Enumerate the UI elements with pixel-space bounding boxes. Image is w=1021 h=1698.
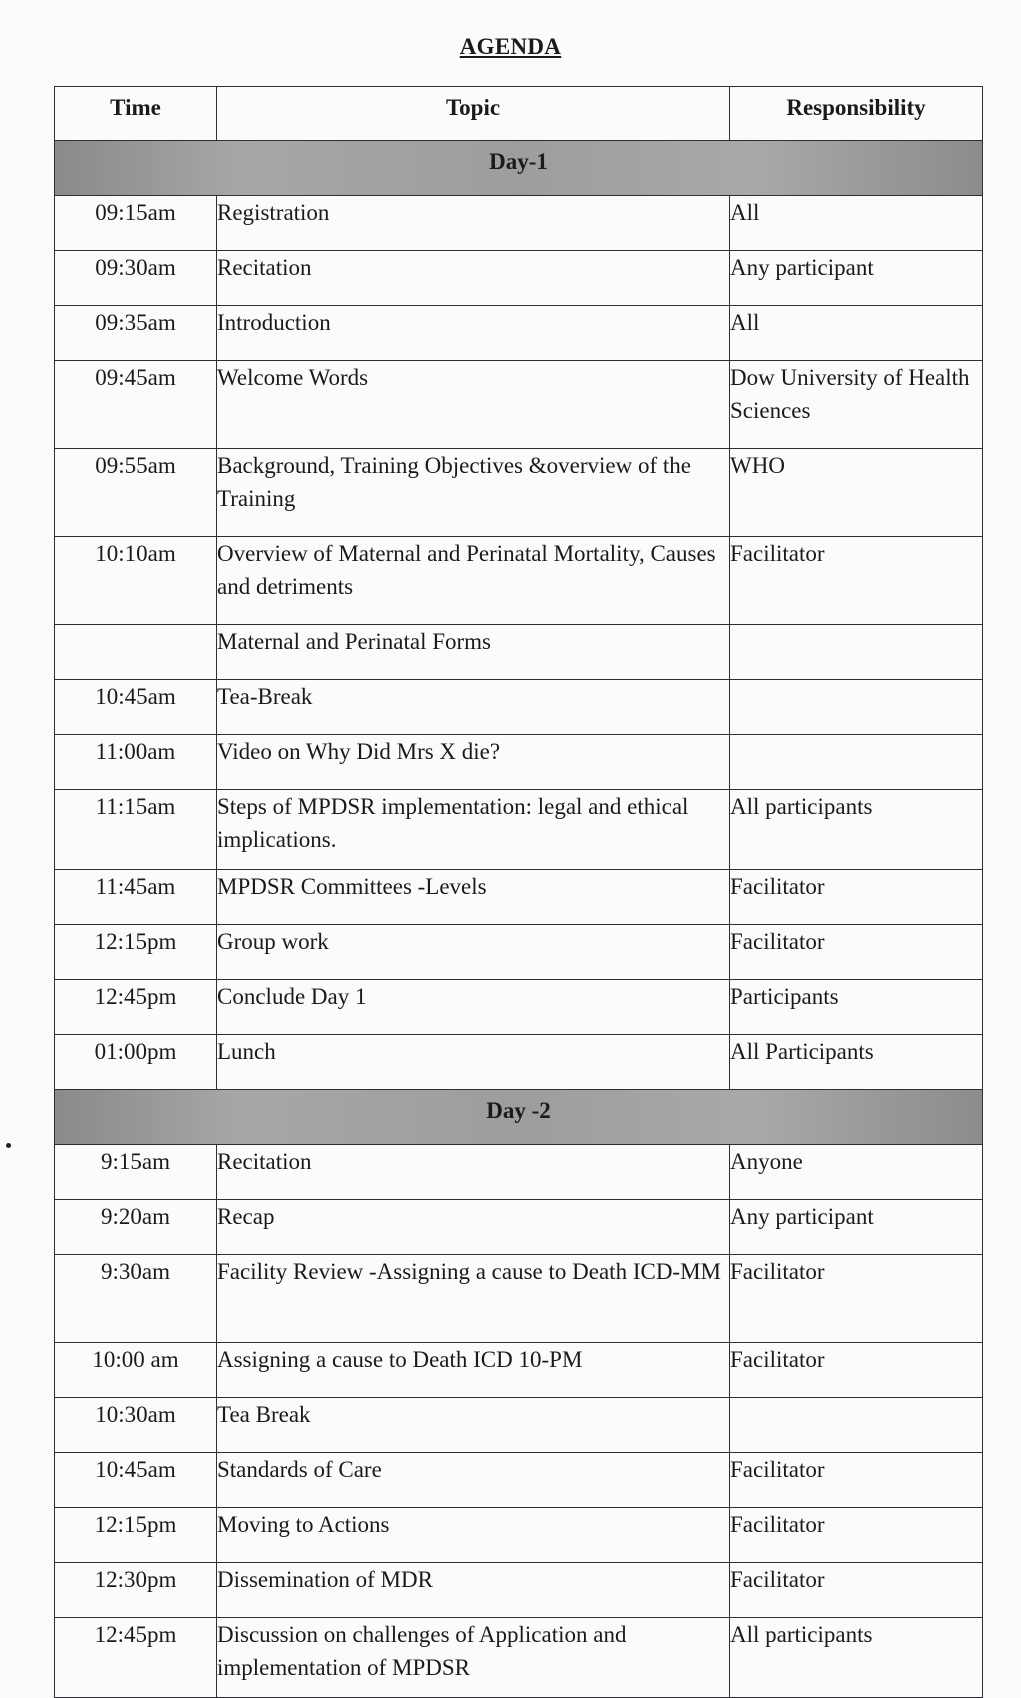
cell-time: 12:30pm (55, 1563, 217, 1618)
cell-time: 12:45pm (55, 1618, 217, 1698)
cell-responsibility: Facilitator (730, 1453, 983, 1508)
cell-responsibility: Any participant (730, 251, 983, 306)
cell-responsibility (730, 1398, 983, 1453)
table-row (55, 870, 983, 925)
table-row (55, 1563, 983, 1618)
cell-responsibility: Dow University of Health Sciences (730, 361, 983, 449)
cell-responsibility (730, 625, 983, 680)
table-row (55, 1508, 983, 1563)
cell-time: 10:45am (55, 1453, 217, 1508)
cell-responsibility: Facilitator (730, 1563, 983, 1618)
cell-time: 9:15am (55, 1145, 217, 1200)
header-row (55, 87, 983, 141)
table-row (55, 251, 983, 306)
table-row (55, 1145, 983, 1200)
cell-time: 12:45pm (55, 980, 217, 1035)
cell-topic: MPDSR Committees -Levels (217, 870, 730, 925)
cell-time: 11:45am (55, 870, 217, 925)
day-row-2 (55, 1090, 983, 1145)
cell-time: 11:00am (55, 735, 217, 790)
cell-responsibility: Facilitator (730, 1508, 983, 1563)
cell-topic: Maternal and Perinatal Forms (217, 625, 730, 680)
cell-time: 09:45am (55, 361, 217, 449)
cell-topic: Tea-Break (217, 680, 730, 735)
cell-responsibility: All Participants (730, 1035, 983, 1090)
table-row (55, 925, 983, 980)
margin-dot (6, 1143, 11, 1148)
cell-time (55, 625, 217, 680)
cell-responsibility (730, 680, 983, 735)
cell-topic: Standards of Care (217, 1453, 730, 1508)
cell-responsibility: All (730, 196, 983, 251)
cell-time: 09:15am (55, 196, 217, 251)
table-row (55, 735, 983, 790)
cell-topic: Introduction (217, 306, 730, 361)
cell-topic: Discussion on challenges of Application and implementation of MPDSR (217, 1618, 730, 1698)
header-responsibility: Responsibility (730, 87, 983, 141)
cell-responsibility (730, 735, 983, 790)
cell-responsibility: Participants (730, 980, 983, 1035)
cell-topic: Conclude Day 1 (217, 980, 730, 1035)
cell-topic: Assigning a cause to Death ICD 10-PM (217, 1343, 730, 1398)
day-label: Day-1 (55, 141, 983, 196)
table-row (55, 625, 983, 680)
cell-responsibility: All participants (730, 1618, 983, 1698)
table-row (55, 790, 983, 870)
cell-responsibility: All (730, 306, 983, 361)
cell-topic: Recap (217, 1200, 730, 1255)
table-row (55, 449, 983, 537)
table-row (55, 1453, 983, 1508)
table-row (55, 196, 983, 251)
cell-topic: Welcome Words (217, 361, 730, 449)
day-label: Day -2 (55, 1090, 983, 1145)
cell-time: 10:45am (55, 680, 217, 735)
cell-responsibility: Facilitator (730, 1343, 983, 1398)
cell-topic: Lunch (217, 1035, 730, 1090)
cell-responsibility: Any participant (730, 1200, 983, 1255)
cell-time: 09:55am (55, 449, 217, 537)
table-row (55, 1343, 983, 1398)
cell-responsibility: Anyone (730, 1145, 983, 1200)
cell-time: 12:15pm (55, 1508, 217, 1563)
cell-topic: Moving to Actions (217, 1508, 730, 1563)
cell-time: 10:30am (55, 1398, 217, 1453)
cell-time: 9:30am (55, 1255, 217, 1343)
cell-time: 09:30am (55, 251, 217, 306)
cell-responsibility: Facilitator (730, 870, 983, 925)
agenda-title: AGENDA (459, 34, 562, 59)
table-row (55, 680, 983, 735)
cell-time: 01:00pm (55, 1035, 217, 1090)
table-row (55, 1035, 983, 1090)
table-row (55, 1200, 983, 1255)
cell-time: 10:00 am (55, 1343, 217, 1398)
cell-topic: Video on Why Did Mrs X die? (217, 735, 730, 790)
cell-responsibility: WHO (730, 449, 983, 537)
cell-topic: Recitation (217, 251, 730, 306)
cell-responsibility: Facilitator (730, 1255, 983, 1343)
header-time: Time (55, 87, 217, 141)
cell-topic: Steps of MPDSR implementation: legal and ethical implications. (217, 790, 730, 870)
table-row (55, 1255, 983, 1343)
cell-time: 10:10am (55, 537, 217, 625)
cell-topic: Overview of Maternal and Perinatal Mortality, Causes and detriments (217, 537, 730, 625)
table-row (55, 361, 983, 449)
table-row (55, 306, 983, 361)
cell-responsibility: Facilitator (730, 537, 983, 625)
cell-time: 9:20am (55, 1200, 217, 1255)
table-row (55, 980, 983, 1035)
cell-topic: Background, Training Objectives &overview of the Training (217, 449, 730, 537)
cell-topic: Dissemination of MDR (217, 1563, 730, 1618)
cell-topic: Facility Review -Assigning a cause to Death ICD-MM (217, 1255, 730, 1343)
table-row (55, 1618, 983, 1698)
cell-responsibility: All participants (730, 790, 983, 870)
cell-topic: Tea Break (217, 1398, 730, 1453)
cell-topic: Recitation (217, 1145, 730, 1200)
day-row-1 (55, 141, 983, 196)
cell-time: 11:15am (55, 790, 217, 870)
table-row (55, 1398, 983, 1453)
cell-time: 12:15pm (55, 925, 217, 980)
header-topic: Topic (217, 87, 730, 141)
cell-topic: Registration (217, 196, 730, 251)
cell-responsibility: Facilitator (730, 925, 983, 980)
cell-time: 09:35am (55, 306, 217, 361)
agenda-table (54, 86, 983, 1698)
cell-topic: Group work (217, 925, 730, 980)
table-row (55, 537, 983, 625)
